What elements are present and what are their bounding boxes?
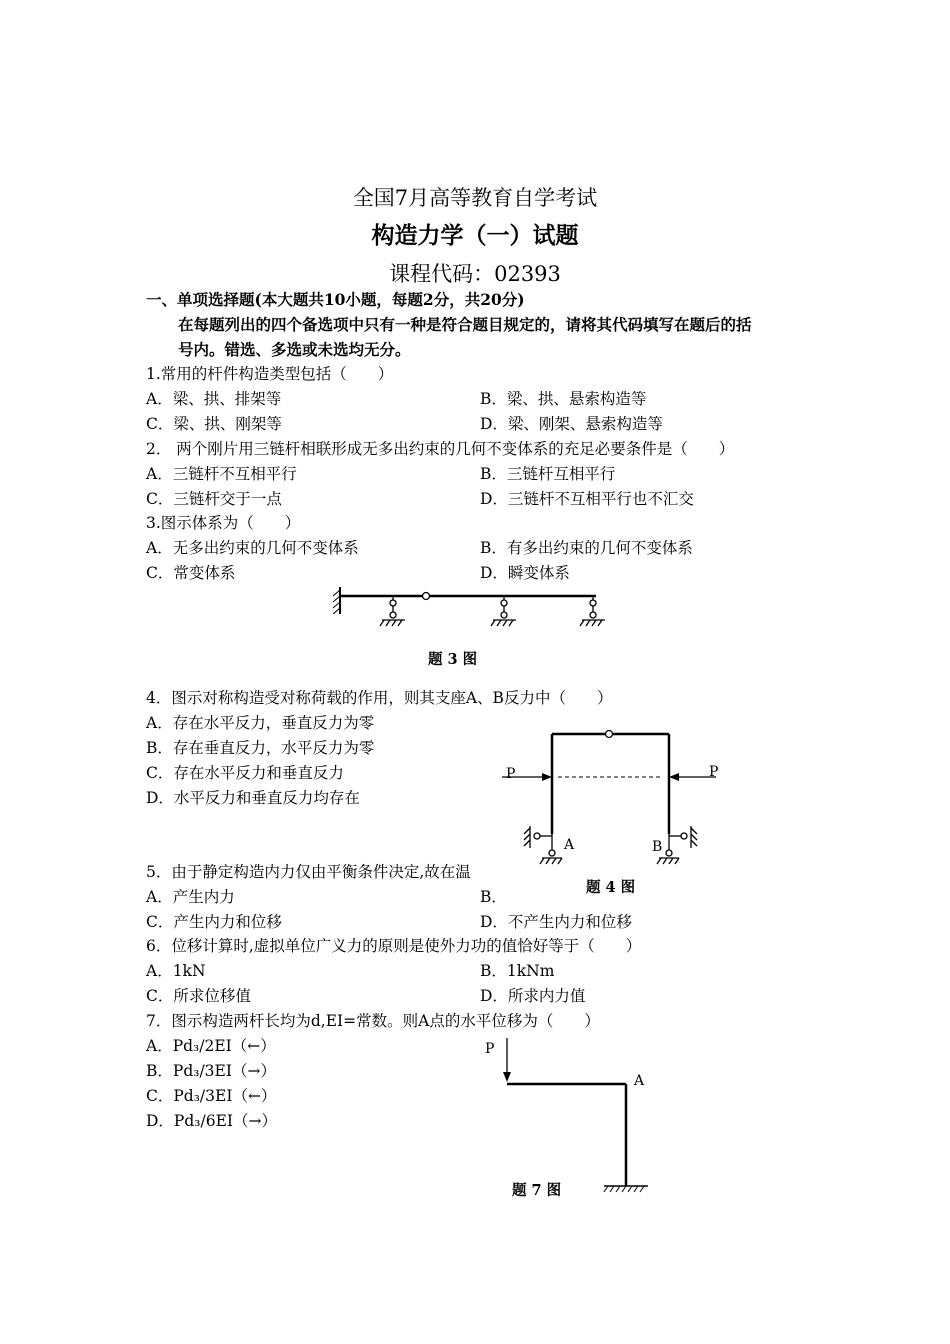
question-7-option-a: A．Pd₃/2EI（←） [146,1037,276,1055]
question-4-option-c: C．存在水平反力和垂直反力 [146,764,344,782]
section-heading: 一、单项选择题(本大题共10小题，每题2分，共20分) [146,290,525,309]
figure-4-support-a: A [564,837,575,853]
question-5-option-a: A．产生内力 [146,888,235,906]
question-1-option-a: A．梁、拱、排架等 [146,390,282,408]
section-instructions-line1: 在每题列出的四个备选项中只有一种是符合题目规定的，请将其代码填写在题后的括 [178,315,752,334]
question-6-option-a: A．1kN [146,962,206,980]
question-3-option-d: D．瞬变体系 [480,564,570,582]
figure-7-frame-diagram [500,1034,660,1199]
question-4-option-b: B．存在垂直反力，水平反力为零 [146,739,375,757]
question-4-stem: 4．图示对称构造受对称荷载的作用，则其支座A、B反力中（ ） [146,689,613,707]
question-4-option-a: A．存在水平反力，垂直反力为零 [146,714,375,732]
question-4-option-d: D．水平反力和垂直反力均存在 [146,789,360,807]
question-7-option-d: D．Pd₃/6EI（→） [146,1112,278,1130]
question-7-option-b: B．Pd₃/3EI（→） [146,1062,276,1080]
figure-7-point-a: A [634,1073,645,1089]
question-2-stem: 2． 两个刚片用三链杆相联形成无多出约束的几何不变体系的充足必要条件是（ ） [146,440,735,458]
question-6-option-d: D．所求内力值 [480,987,586,1005]
figure-3-beam-diagram [320,584,620,634]
question-3-option-b: B．有多出约束的几何不变体系 [480,539,693,557]
question-5-stem: 5．由于静定构造内力仅由平衡条件决定,故在温 [146,863,471,881]
question-5-option-c: C．产生内力和位移 [146,913,282,931]
figure-3-caption: 题 3 图 [428,651,478,668]
question-6-option-b: B．1kNm [480,962,555,980]
figure-4-load-left: P [506,766,516,782]
figure-4-frame-diagram [500,726,720,876]
question-2-option-a: A．三链杆不互相平行 [146,465,297,483]
course-code: 课程代码：02393 [389,262,561,286]
question-2-option-b: B．三链杆互相平行 [480,465,616,483]
question-1-option-b: B．梁、拱、悬索构造等 [480,390,647,408]
question-6-option-c: C．所求位移值 [146,987,251,1005]
course-title: 构造力学（一）试题 [371,222,579,249]
question-2-option-c: C．三链杆交于一点 [146,490,282,508]
section-instructions-line2: 号内。错选、多选或未选均无分。 [178,340,411,359]
figure-4-load-right: P [709,764,719,780]
question-2-option-d: D．三链杆不互相平行也不汇交 [480,490,694,508]
question-6-stem: 6．位移计算时,虚拟单位广义力的原则是使外力功的值恰好等于（ ） [146,937,642,955]
question-3-option-a: A．无多出约束的几何不变体系 [146,539,359,557]
question-3-option-c: C．常变体系 [146,564,236,582]
question-5-option-b: B． [480,888,507,906]
figure-4-caption: 题 4 图 [586,879,636,896]
question-7-stem: 7．图示构造两杆长均为d,EI=常数。则A点的水平位移为（ ） [146,1012,600,1030]
question-1-option-c: C．梁、拱、刚架等 [146,415,282,433]
figure-7-load: P [485,1041,495,1057]
question-1-option-d: D．梁、刚架、悬索构造等 [480,415,663,433]
question-3-stem: 3.图示体系为（ ） [146,514,301,532]
question-1-stem: 1.常用的杆件构造类型包括（ ） [146,365,394,383]
figure-4-support-b: B [652,839,663,855]
figure-7-caption: 题 7 图 [512,1182,562,1199]
question-5-option-d: D．不产生内力和位移 [480,913,632,931]
exam-title: 全国7月高等教育自学考试 [352,186,598,210]
question-7-option-c: C．Pd₃/3EI（←） [146,1087,277,1105]
